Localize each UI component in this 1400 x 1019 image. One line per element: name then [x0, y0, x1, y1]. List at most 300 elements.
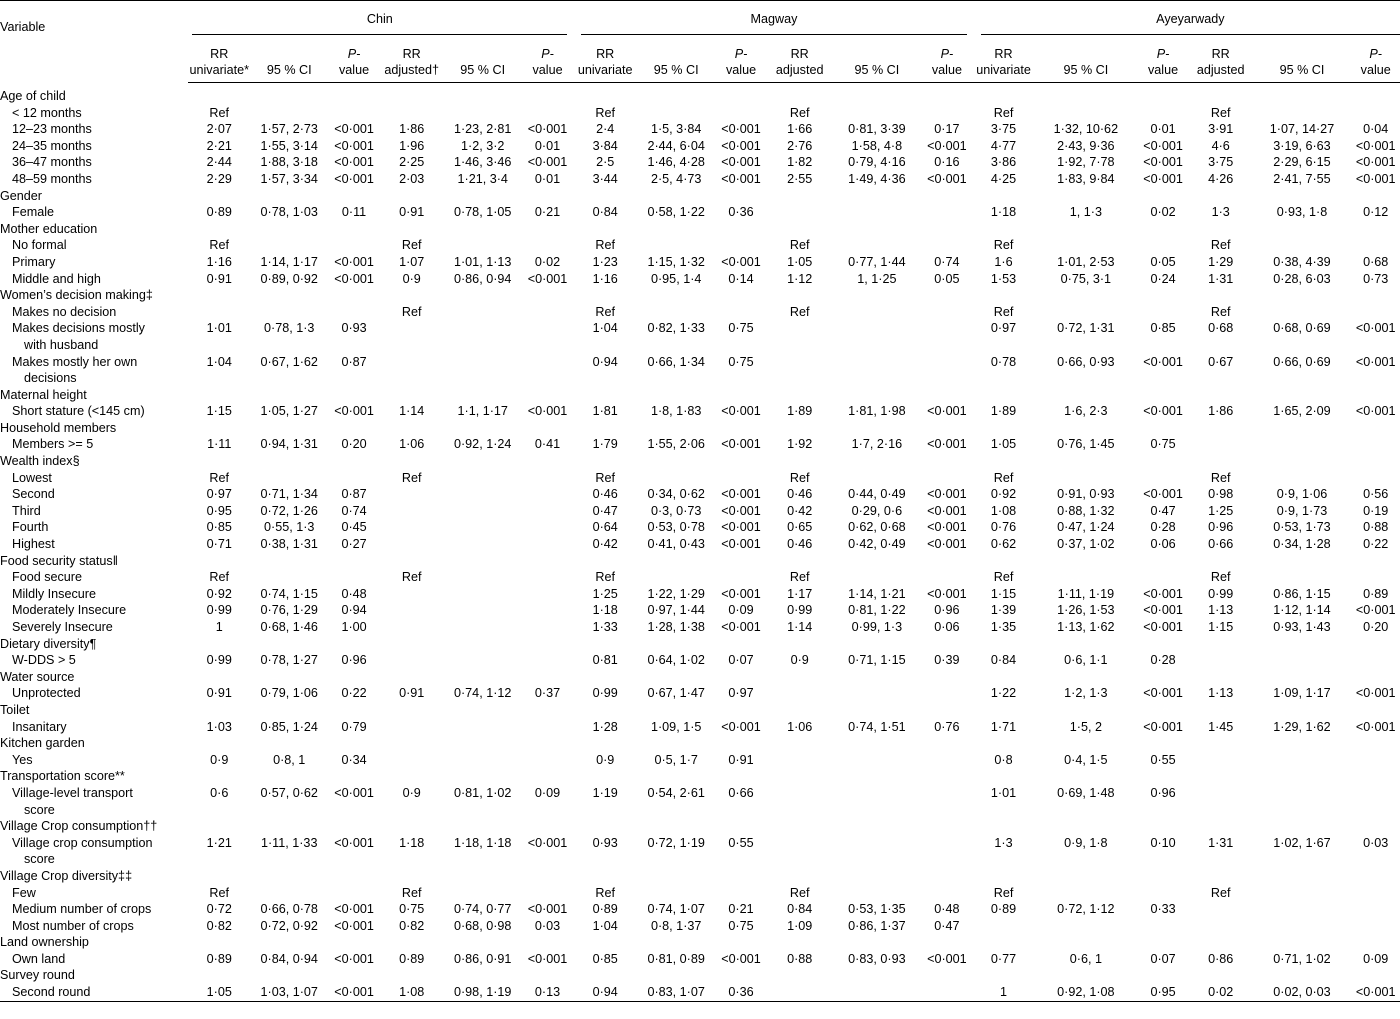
table-cell [522, 619, 573, 636]
row-label [0, 354, 188, 387]
column-header-line1 [250, 46, 328, 62]
table-cell: <0·001 [927, 437, 967, 452]
table-cell: <0·001 [334, 404, 374, 419]
table-cell: <0·001 [334, 835, 374, 850]
table-cell: Ref [401, 885, 422, 900]
table-cell: <0·001 [334, 138, 374, 153]
table-cell [921, 354, 973, 387]
section-header-row [0, 287, 1400, 304]
table-cell: 0·64, 1·02 [647, 653, 705, 668]
table-cell: 1·13 [1208, 686, 1234, 701]
table-cell: 0·87 [341, 354, 367, 369]
row-label-text: Insanitary [12, 719, 67, 734]
table-cell: 0·37 [534, 686, 561, 701]
table-cell: 1·22 [990, 686, 1017, 701]
table-cell [522, 237, 573, 254]
table-cell: 0·46 [787, 537, 813, 552]
column-header-line1: RR [402, 46, 421, 61]
table-cell: <0·001 [1351, 984, 1400, 1001]
table-cell: 0·9, 1·06 [1276, 487, 1328, 502]
row-label-text: Members >= 5 [12, 437, 94, 452]
table-cell [921, 835, 973, 868]
table-cell: 1·65, 2·09 [1273, 404, 1331, 419]
table-cell: 0·69, 1·48 [1057, 785, 1115, 800]
row-label-text: Gender [0, 188, 43, 203]
table-cell [444, 354, 522, 387]
table-cell: 0·21 [534, 205, 561, 220]
table-cell: <0·001 [527, 951, 568, 966]
table-cell: Ref [1210, 885, 1231, 900]
table-cell [1351, 885, 1400, 902]
row-label-text: Severely Insecure [12, 620, 113, 634]
row-label [0, 918, 188, 935]
section-label [0, 387, 188, 404]
table-cell: 1·81 [592, 404, 618, 419]
table-cell: 0·56 [1363, 487, 1389, 502]
table-cell: <0·001 [1143, 354, 1183, 369]
table-cell: 0·99 [206, 653, 232, 668]
section-label [0, 636, 188, 653]
table-cell: <0·001 [527, 404, 568, 419]
table-cell: 0·79, 4·16 [848, 155, 906, 170]
table-cell: 0·75 [1150, 437, 1176, 452]
table-cell: 3·75 [1208, 155, 1234, 170]
table-cell [1137, 105, 1188, 122]
table-cell: 2·76 [787, 138, 813, 153]
table-cell [921, 304, 973, 321]
table-cell: 0·8, 1·37 [650, 918, 702, 933]
table-cell [715, 569, 766, 586]
row-label [0, 752, 188, 769]
table-cell: <0·001 [328, 984, 379, 1001]
table-cell: 1·07 [399, 254, 425, 269]
row-label-text: Village-level transport [12, 785, 133, 800]
column-header-line1: P- [734, 46, 748, 61]
row-label [0, 901, 188, 918]
table-cell: 0·72, 1·19 [647, 835, 705, 850]
table-cell [250, 237, 328, 254]
column-header [1189, 35, 1253, 83]
table-row [0, 237, 1400, 254]
row-label [0, 121, 188, 138]
row-label [0, 503, 188, 520]
column-header-line1 [1034, 46, 1137, 62]
table-cell: 1·17 [787, 586, 813, 601]
table-cell: 0·89 [990, 902, 1017, 917]
table-cell: 2·41, 7·55 [1273, 171, 1331, 186]
table-cell: 1·09, 1·5 [650, 719, 702, 734]
table-cell: 1·26, 1·53 [1057, 603, 1115, 618]
table-cell: 1·53 [990, 271, 1017, 286]
section-label [0, 702, 188, 719]
table-cell: 1·46, 3·46 [453, 155, 512, 170]
table-cell [921, 984, 973, 1001]
table-cell: <0·001 [927, 537, 967, 552]
table-cell: 0·78 [990, 354, 1017, 369]
table-cell: 0·28 [1150, 520, 1176, 535]
table-cell: 0·53, 0·78 [647, 520, 705, 535]
table-cell: Ref [789, 238, 810, 253]
table-cell: <0·001 [334, 785, 374, 800]
table-cell [1351, 436, 1400, 453]
row-label-text: Few [12, 885, 36, 900]
table-cell: 2·25 [399, 155, 425, 170]
table-cell [767, 835, 833, 868]
row-label-text: Makes no decision [12, 304, 117, 319]
section-spacer [188, 934, 1400, 951]
table-cell [715, 304, 766, 321]
table-cell: Ref [401, 238, 422, 253]
table-cell: 0·71, 1·15 [848, 653, 906, 668]
table-cell: 1·11, 1·19 [1057, 586, 1115, 601]
table-cell: 0·89 [1363, 586, 1389, 601]
column-header-line2: adjusted [1196, 63, 1245, 78]
row-label [0, 536, 188, 553]
column-header-line1: RR [210, 46, 229, 61]
column-header-line2: value [339, 63, 370, 78]
table-cell [522, 105, 573, 122]
table-cell: 0·98, 1·19 [444, 984, 522, 1001]
column-header-line2: 95 % CI [460, 62, 506, 77]
table-cell: 0·99 [1208, 586, 1234, 601]
table-cell: 0·68 [1363, 254, 1389, 269]
table-cell [921, 785, 973, 818]
table-cell [522, 569, 573, 586]
table-cell: 0·75 [728, 354, 754, 369]
table-cell [973, 918, 1035, 935]
table-cell: 0·68, 1·46 [260, 620, 318, 634]
table-cell: <0·001 [334, 254, 374, 269]
table-cell: 1·13, 1·62 [1057, 620, 1115, 634]
table-cell: 0·82 [399, 918, 425, 933]
table-cell [921, 105, 973, 122]
table-cell [1351, 652, 1400, 669]
table-cell: 0·57, 0·62 [260, 785, 318, 800]
table-cell: 1·05 [188, 984, 250, 1001]
table-cell: 2·03 [399, 171, 425, 186]
table-cell: <0·001 [1143, 603, 1183, 618]
table-cell: 1·79 [592, 437, 618, 452]
row-label-text: Kitchen garden [0, 736, 85, 751]
table-cell: 0·93, 1·43 [1273, 620, 1331, 634]
table-row [0, 586, 1400, 603]
table-cell: 1·14, 1·21 [848, 586, 906, 601]
table-cell [522, 320, 573, 353]
table-cell: 0·72 [206, 902, 232, 917]
row-label-text: Yes [12, 752, 33, 767]
table-cell [522, 354, 573, 387]
table-cell: 0·9 [596, 752, 615, 767]
row-label-text: Village Crop consumption†† [0, 819, 158, 834]
column-header [380, 35, 444, 83]
table-cell: 0·24 [1150, 271, 1176, 286]
table-cell: 0·71, 1·02 [1273, 951, 1331, 966]
table-cell: 3·86 [990, 155, 1017, 170]
table-cell: 1·02, 1·67 [1273, 835, 1331, 850]
table-cell: 1·05, 1·27 [260, 404, 318, 419]
table-cell: 1·55, 2·06 [647, 437, 705, 452]
table-cell: 0·84 [787, 902, 813, 917]
table-cell [444, 503, 522, 520]
table-cell: 1·3 [994, 835, 1013, 850]
table-cell: 1·31 [1208, 835, 1234, 850]
column-header [715, 35, 766, 83]
row-label [0, 304, 188, 321]
table-cell: 0·19 [1363, 503, 1389, 518]
table-cell [380, 719, 444, 736]
table-cell: 0·99, 1·3 [851, 620, 903, 634]
table-cell [833, 304, 922, 321]
table-cell: 0·81, 1·02 [453, 785, 512, 800]
table-cell: 1·86 [1208, 404, 1234, 419]
table-cell: Ref [209, 105, 230, 120]
table-cell: <0·001 [721, 171, 761, 186]
table-cell: <0·001 [721, 951, 761, 966]
table-cell: 0·09 [1363, 951, 1389, 966]
table-cell: 1·29 [1208, 254, 1234, 269]
table-cell: <0·001 [927, 404, 967, 419]
table-cell: 0·66, 1·34 [647, 354, 705, 369]
table-cell [921, 569, 973, 586]
table-cell: 0·66, 0·69 [1273, 354, 1331, 369]
column-header-line1 [637, 46, 715, 62]
row-label-text: Highest [12, 537, 55, 552]
row-label-text: W-DDS > 5 [12, 653, 76, 668]
row-label-text: 48–59 months [12, 171, 92, 186]
table-cell: 1·01, 2·53 [1057, 254, 1115, 269]
table-cell: 0·81, 0·89 [647, 951, 705, 966]
column-header [921, 35, 973, 83]
table-cell: 1·03 [206, 719, 232, 734]
table-cell: 1·15 [990, 586, 1017, 601]
table-cell: 1·05 [787, 254, 813, 269]
table-cell: <0·001 [334, 122, 374, 137]
row-label-text: 36–47 months [12, 155, 92, 170]
table-cell: <0·001 [1143, 586, 1183, 601]
table-cell [522, 519, 573, 536]
table-cell: 0·33 [1150, 902, 1176, 917]
section-header-row [0, 934, 1400, 951]
section-label [0, 818, 188, 835]
region-header-magway: Magway [581, 11, 966, 35]
table-cell: <0·001 [1355, 171, 1396, 186]
table-cell: 0·74, 0·77 [453, 902, 512, 917]
table-cell: 0·97 [728, 686, 754, 701]
table-cell: 0·83, 1·07 [637, 984, 715, 1001]
table-cell: Ref [595, 570, 615, 585]
table-cell [637, 470, 715, 487]
table-cell: <0·001 [927, 487, 967, 502]
table-cell: 0·92, 1·08 [1034, 984, 1137, 1001]
row-label [0, 602, 188, 619]
table-cell: <0·001 [1355, 138, 1396, 153]
table-cell: 1·12, 1·14 [1273, 603, 1331, 618]
row-label-text: Most number of crops [12, 918, 134, 933]
section-header-row [0, 768, 1400, 785]
table-cell: 0·87 [341, 487, 367, 502]
column-header-line2: adjusted† [384, 63, 439, 78]
row-label-text: Moderately Insecure [12, 603, 127, 618]
table-cell: 1·46, 4·28 [647, 155, 705, 170]
section-spacer [188, 387, 1400, 404]
row-label-text: Short stature (<145 cm) [12, 404, 145, 419]
table-cell [1034, 470, 1137, 487]
table-cell [715, 105, 766, 122]
table-cell: 0·42 [787, 503, 813, 518]
table-cell [1137, 237, 1188, 254]
table-cell [715, 470, 766, 487]
table-cell: 0·91 [206, 271, 232, 286]
table-cell: <0·001 [1143, 719, 1183, 734]
table-cell: 0·65 [787, 520, 813, 535]
table-cell: <0·001 [527, 122, 568, 137]
row-label-text: Age of child [0, 89, 66, 103]
table-cell: Ref [595, 105, 615, 120]
section-header-row [0, 188, 1400, 205]
table-row [0, 569, 1400, 586]
table-cell: <0·001 [721, 122, 761, 137]
table-cell: 0·9 [402, 785, 421, 800]
table-cell: 0·76, 1·45 [1057, 437, 1115, 452]
table-cell: 1·01 [206, 321, 232, 336]
table-cell: 0·74, 1·15 [260, 586, 318, 601]
table-cell [921, 237, 973, 254]
table-cell: 1·12 [787, 271, 813, 286]
table-cell: 0·62, 0·68 [848, 520, 906, 535]
table-cell: 0·86, 0·94 [453, 271, 512, 286]
table-cell: 1·16 [206, 254, 232, 269]
table-cell [380, 105, 444, 122]
table-cell: 0·10 [1150, 835, 1176, 850]
table-cell: <0·001 [334, 902, 374, 917]
table-cell [637, 885, 715, 902]
column-header-line1: P- [347, 46, 361, 61]
table-row [0, 785, 1400, 818]
row-label [0, 951, 188, 968]
table-cell: 2·5 [596, 155, 615, 170]
table-cell: Ref [1210, 238, 1231, 253]
section-spacer [188, 83, 1400, 105]
table-cell: <0·001 [721, 487, 761, 502]
table-cell: <0·001 [1143, 155, 1183, 170]
table-cell [1189, 436, 1253, 453]
table-cell: Ref [595, 238, 615, 253]
table-cell [1253, 901, 1352, 918]
table-cell [1351, 237, 1400, 254]
section-header-row [0, 818, 1400, 835]
table-cell: <0·001 [721, 138, 761, 153]
table-cell: Ref [789, 570, 810, 585]
table-cell: 1·01, 1·13 [453, 254, 512, 269]
table-cell [1253, 304, 1352, 321]
table-cell [833, 752, 922, 769]
table-cell: Ref [993, 304, 1014, 319]
table-cell: 1·81, 1·98 [848, 404, 906, 419]
column-header-line1: RR [1211, 46, 1230, 61]
table-cell: 0·86, 1·37 [848, 918, 906, 933]
table-cell: <0·001 [1143, 404, 1183, 419]
table-cell [1351, 569, 1400, 586]
table-cell: 0·72, 0·92 [260, 918, 318, 933]
table-cell [380, 354, 444, 387]
section-label [0, 553, 188, 570]
table-cell [380, 486, 444, 503]
row-label [0, 586, 188, 603]
table-cell: 4·77 [990, 138, 1017, 153]
table-cell: 0·88 [1363, 520, 1389, 535]
table-cell: 1·3 [1211, 205, 1230, 220]
table-cell: 1·16 [592, 271, 618, 286]
table-cell: <0·001 [721, 586, 761, 601]
table-cell: 1·23 [592, 254, 618, 269]
table-cell [328, 569, 379, 586]
table-cell: 1·1, 1·17 [457, 404, 508, 419]
table-cell [1253, 436, 1352, 453]
table-cell [444, 519, 522, 536]
column-header-line2: adjusted [775, 63, 824, 78]
table-cell [767, 752, 833, 769]
table-cell: 2·4 [596, 122, 615, 137]
row-label [0, 320, 188, 353]
row-label-text: Fourth [12, 520, 49, 535]
table-cell: 0·96 [1208, 520, 1234, 535]
row-label [0, 271, 188, 288]
table-cell: <0·001 [1355, 404, 1396, 419]
table-cell: 0·38, 1·31 [260, 537, 318, 552]
section-header-row [0, 83, 1400, 105]
table-cell: 2·29 [206, 171, 232, 186]
table-row [0, 503, 1400, 520]
column-header [637, 35, 715, 83]
row-label-text-continued: score [24, 852, 55, 867]
table-cell: 2·07 [206, 122, 232, 137]
table-cell: 1·15 [1208, 620, 1234, 634]
table-cell: 1·29, 1·62 [1273, 719, 1331, 734]
table-cell: Ref [209, 570, 230, 585]
section-label [0, 967, 188, 984]
table-cell: Ref [209, 470, 230, 485]
table-cell: <0·001 [721, 404, 761, 419]
table-cell: 0·67, 1·47 [647, 686, 705, 701]
table-cell: 1·14 [399, 404, 425, 419]
table-cell: 0·37, 1·02 [1057, 537, 1115, 552]
column-header-line1: P- [1156, 46, 1170, 61]
table-cell: 0·14 [728, 271, 754, 286]
table-cell [522, 652, 573, 669]
row-label-text: Mildly Insecure [12, 586, 96, 601]
table-cell [380, 519, 444, 536]
table-cell: 0·89, 0·92 [260, 271, 318, 286]
table-cell [380, 752, 444, 769]
table-cell: 1·35 [990, 620, 1017, 634]
section-label [0, 420, 188, 437]
table-cell: 0·92, 1·24 [453, 437, 512, 452]
table-cell: 0·73 [1363, 271, 1389, 286]
table-cell: 3·91 [1208, 122, 1234, 137]
table-cell: 2·5, 4·73 [650, 171, 702, 186]
table-cell: 1·14, 1·17 [260, 254, 318, 269]
table-cell: 0·82 [206, 918, 232, 933]
table-cell: 1·5, 3·84 [650, 122, 702, 137]
table-cell [637, 569, 715, 586]
table-cell: 0·67, 1·62 [260, 354, 318, 369]
table-row [0, 304, 1400, 321]
table-cell: 0·78, 1·05 [453, 205, 512, 220]
table-cell [637, 304, 715, 321]
section-label [0, 934, 188, 951]
row-label-text: Village Crop diversity‡‡ [0, 868, 133, 883]
table-cell: 1·8, 1·83 [650, 404, 702, 419]
